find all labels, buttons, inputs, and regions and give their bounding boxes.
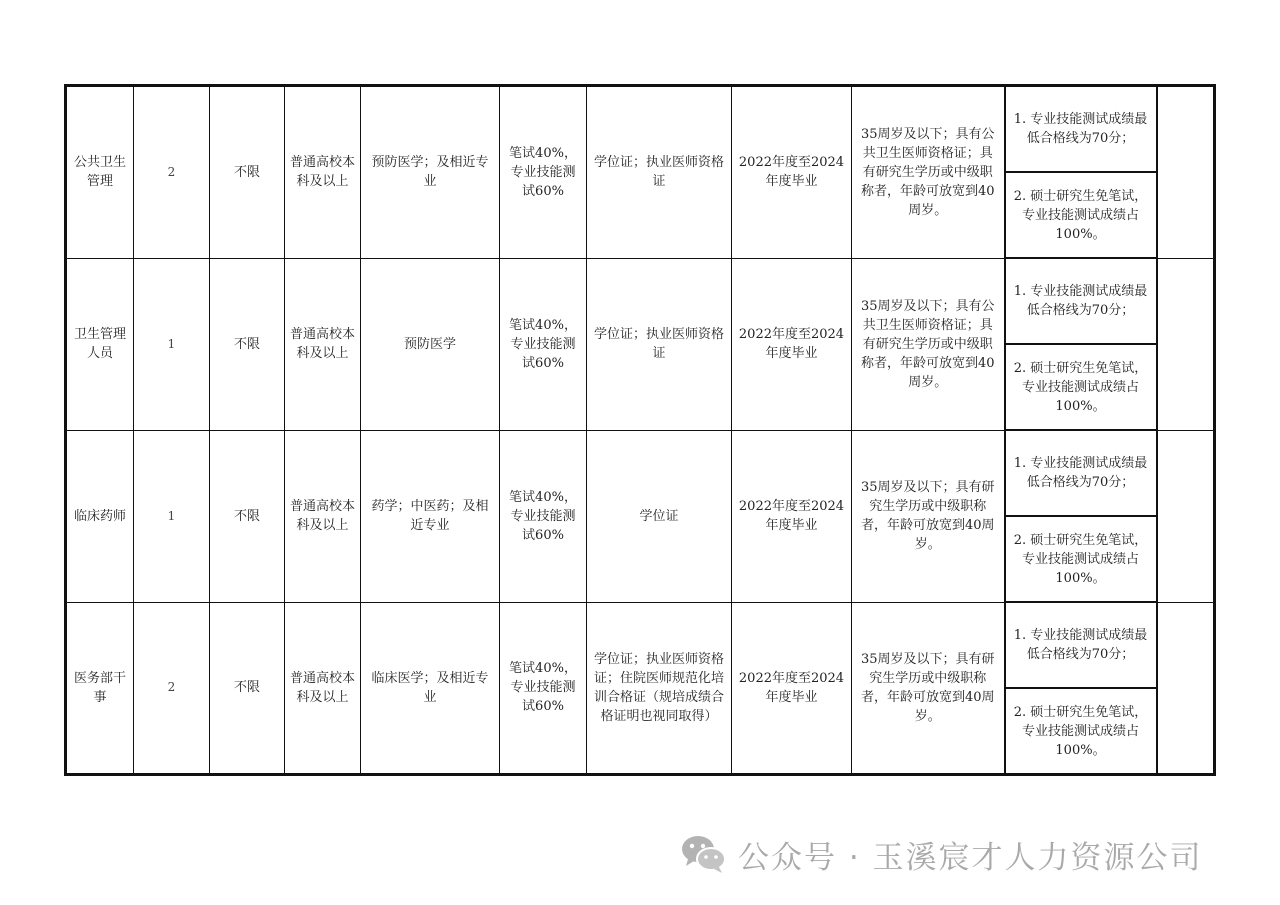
count-cell: 1 [134, 258, 210, 430]
education-cell: 普通高校本科及以上 [285, 430, 361, 602]
requirement-cell: 35周岁及以下；具有研究生学历或中级职称者，年龄可放宽到40周岁。 [852, 430, 1005, 602]
education-cell: 普通高校本科及以上 [285, 602, 361, 775]
watermark-text: 公众号 · 玉溪宸才人力资源公司 [738, 839, 1203, 876]
major-cell: 药学；中医药；及相近专业 [361, 430, 500, 602]
requirement-cell: 35周岁及以下；具有公共卫生医师资格证；具有研究生学历或中级职称者，年龄可放宽到40周岁。 [852, 258, 1005, 430]
major-cell: 预防医学 [361, 258, 500, 430]
requirement-cell: 35周岁及以下；具有公共卫生医师资格证；具有研究生学历或中级职称者，年龄可放宽到40周岁。 [852, 86, 1005, 259]
major-cell: 预防医学；及相近专业 [361, 86, 500, 259]
graduation-cell: 2022年度至2024年度毕业 [732, 430, 852, 602]
graduation-cell: 2022年度至2024年度毕业 [732, 86, 852, 259]
table-row [66, 602, 1215, 688]
note-cell-2: 2. 硕士研究生免笔试，专业技能测试成绩占100%。 [1005, 172, 1157, 258]
certificate-cell: 学位证；执业医师资格证 [587, 86, 732, 259]
certificate-cell: 学位证 [587, 430, 732, 602]
age-gender-cell: 不限 [210, 86, 285, 259]
exam-ratio-cell: 笔试40%，专业技能测试60% [500, 602, 587, 775]
position-cell: 公共卫生管理 [66, 86, 134, 259]
requirement-cell: 35周岁及以下；具有研究生学历或中级职称者，年龄可放宽到40周岁。 [852, 602, 1005, 775]
note-cell-2: 2. 硕士研究生免笔试，专业技能测试成绩占100%。 [1005, 516, 1157, 602]
note-cell-1: 1. 专业技能测试成绩最低合格线为70分； [1005, 86, 1157, 173]
watermark [680, 830, 1203, 878]
graduation-cell: 2022年度至2024年度毕业 [732, 602, 852, 775]
exam-ratio-cell: 笔试40%，专业技能测试60% [500, 430, 587, 602]
position-cell: 卫生管理人员 [66, 258, 134, 430]
age-gender-cell: 不限 [210, 430, 285, 602]
table-body [66, 86, 1215, 775]
education-cell: 普通高校本科及以上 [285, 86, 361, 259]
table-row [66, 86, 1215, 173]
extra-cell [1157, 258, 1215, 430]
extra-cell [1157, 602, 1215, 775]
exam-ratio-cell: 笔试40%，专业技能测试60% [500, 258, 587, 430]
age-gender-cell: 不限 [210, 258, 285, 430]
position-cell: 医务部干事 [66, 602, 134, 775]
extra-cell [1157, 86, 1215, 259]
recruitment-table [64, 84, 1216, 776]
certificate-cell: 学位证；执业医师资格证；住院医师规范化培训合格证（规培成绩合格证明也视同取得） [587, 602, 732, 775]
note-cell-2: 2. 硕士研究生免笔试，专业技能测试成绩占100%。 [1005, 344, 1157, 430]
graduation-cell: 2022年度至2024年度毕业 [732, 258, 852, 430]
note-cell-1: 1. 专业技能测试成绩最低合格线为70分； [1005, 430, 1157, 516]
position-cell: 临床药师 [66, 430, 134, 602]
note-cell-2: 2. 硕士研究生免笔试，专业技能测试成绩占100%。 [1005, 688, 1157, 775]
count-cell: 2 [134, 602, 210, 775]
education-cell: 普通高校本科及以上 [285, 258, 361, 430]
note-cell-1: 1. 专业技能测试成绩最低合格线为70分； [1005, 602, 1157, 688]
extra-cell [1157, 430, 1215, 602]
exam-ratio-cell: 笔试40%，专业技能测试60% [500, 86, 587, 259]
age-gender-cell: 不限 [210, 602, 285, 775]
certificate-cell: 学位证；执业医师资格证 [587, 258, 732, 430]
major-cell: 临床医学；及相近专业 [361, 602, 500, 775]
table-row [66, 258, 1215, 344]
wechat-icon [680, 832, 728, 876]
note-cell-1: 1. 专业技能测试成绩最低合格线为70分； [1005, 258, 1157, 344]
count-cell: 1 [134, 430, 210, 602]
count-cell: 2 [134, 86, 210, 259]
table-row [66, 430, 1215, 516]
